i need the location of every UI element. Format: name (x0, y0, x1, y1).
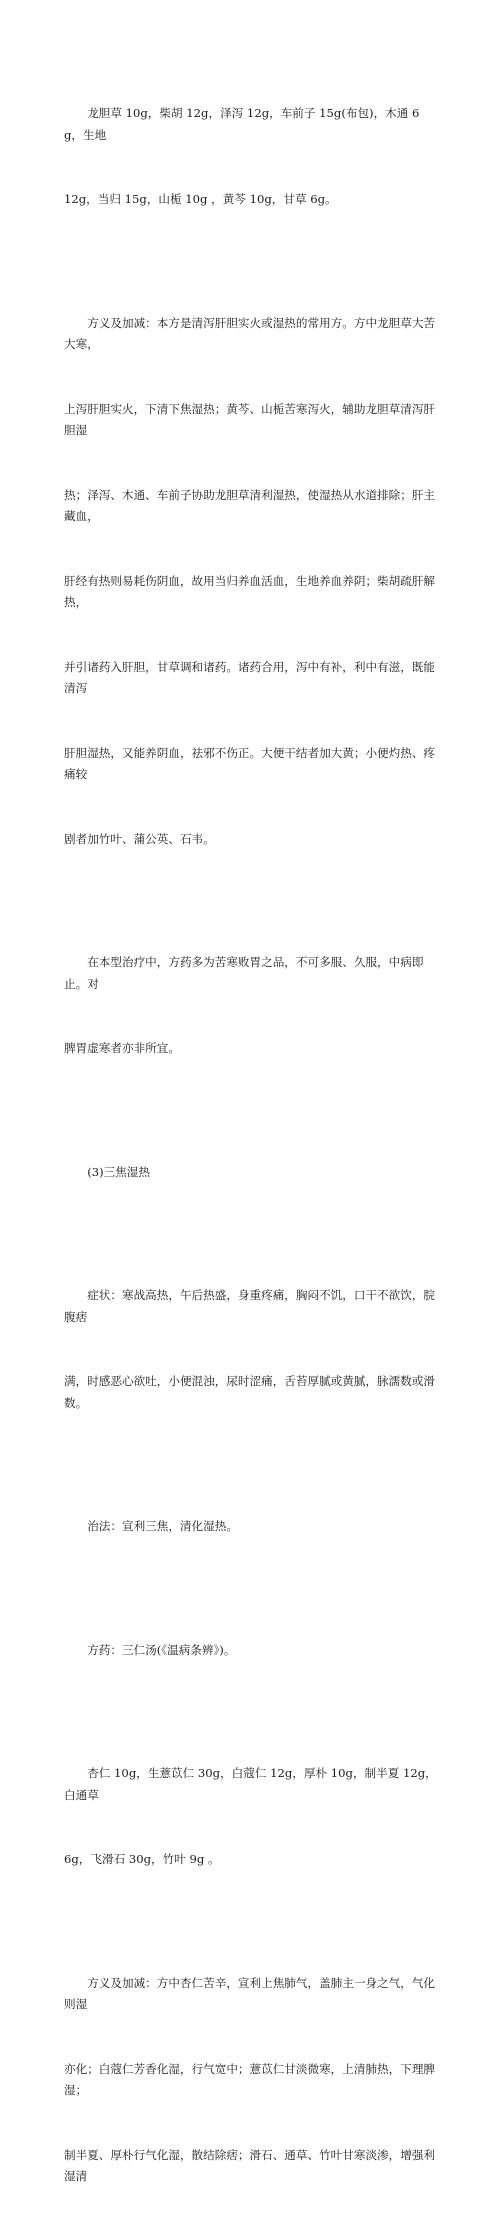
text-line: 杏仁 10g，生薏苡仁 30g，白蔻仁 12g，厚朴 10g，制半夏 12g，白通草 (64, 1766, 437, 1802)
paragraph-prescription-longdan (64, 60, 438, 254)
text-line: 症状：寒战高热，午后热盛，身重疼痛，胸闷不饥，口干不欲饮，脘腹痞 (64, 1288, 436, 1324)
text-line: 肝经有热则易耗伤阴血，故用当归养血活血，生地养血养阴；柴胡疏肝解热， (64, 573, 436, 609)
text-line: 治法：宣利三焦，清化湿热。 (64, 1519, 238, 1533)
text-line: 方药：三仁汤(《温病条辨》)。 (64, 1642, 236, 1657)
text-line: 制半夏、厚朴行气化湿，散结除痞；滑石、通草、竹叶甘寒淡渗，增强利湿清 (64, 2147, 436, 2183)
paragraph-formula-explanation-sanren (64, 1930, 438, 2231)
paragraph-treatment (64, 1473, 438, 1581)
text-line: 上泻肝胆实火，下清下焦湿热；黄芩、山栀苦寒泻火，辅助龙胆草清泻肝胆湿 (64, 401, 436, 437)
text-line: 在本型治疗中，方药多为苦寒败胃之品，不可多服、久服，中病即止。对 (64, 955, 424, 991)
text-line: 脾胃虚寒者亦非所宜。 (64, 1041, 180, 1055)
text-line: 并引诸药入肝胆，甘草调和诸药。诸药合用，泻中有补，利中有滋，既能清泻 (64, 659, 436, 695)
paragraph-symptoms (64, 1242, 438, 1457)
text-line: 6g，飞滑石 30g，竹叶 9g 。 (64, 1852, 220, 1866)
paragraph-formula (64, 1597, 438, 1705)
text-line: 方义及加减：本方是清泻肝胆实火或湿热的常用方。方中龙胆草大苦大寒， (64, 315, 436, 351)
section-heading (64, 1119, 438, 1227)
text-line: 满，时感恶心欲吐，小便混浊，尿时涩痛，舌苔厚腻或黄腻，脉濡数或滑数。 (64, 1374, 436, 1410)
paragraph-formula-explanation (64, 270, 438, 894)
paragraph-caution (64, 909, 438, 1103)
text-line: 方义及加减：方中杏仁苦辛，宣利上焦肺气，盖肺主一身之气，气化则湿 (64, 1975, 436, 2011)
document-page (64, 60, 438, 2231)
text-line: 亦化；白蔻仁芳香化湿，行气宽中；薏苡仁甘淡微寒，上清肺热，下理脾湿； (64, 2061, 436, 2097)
paragraph-prescription-sanren (64, 1720, 438, 1914)
text-line: 剧者加竹叶、蒲公英、石韦。 (64, 831, 215, 846)
text-line: (3)三焦湿热 (64, 1164, 150, 1179)
text-line: 龙胆草 10g，柴胡 12g，泽泻 12g，车前子 15g(布包)，木通 6g，生地 (64, 106, 420, 142)
text-line: 热；泽泻、木通、车前子协助龙胆草清利湿热，使湿热从水道排除；肝主藏血， (64, 487, 436, 523)
text-line: 12g，当归 15g，山栀 10g ，黄芩 10g，甘草 6g。 (64, 192, 337, 206)
text-line: 肝胆湿热，又能养阴血，祛邪不伤正。大便干结者加大黄；小便灼热、疼痛较 (64, 745, 436, 781)
